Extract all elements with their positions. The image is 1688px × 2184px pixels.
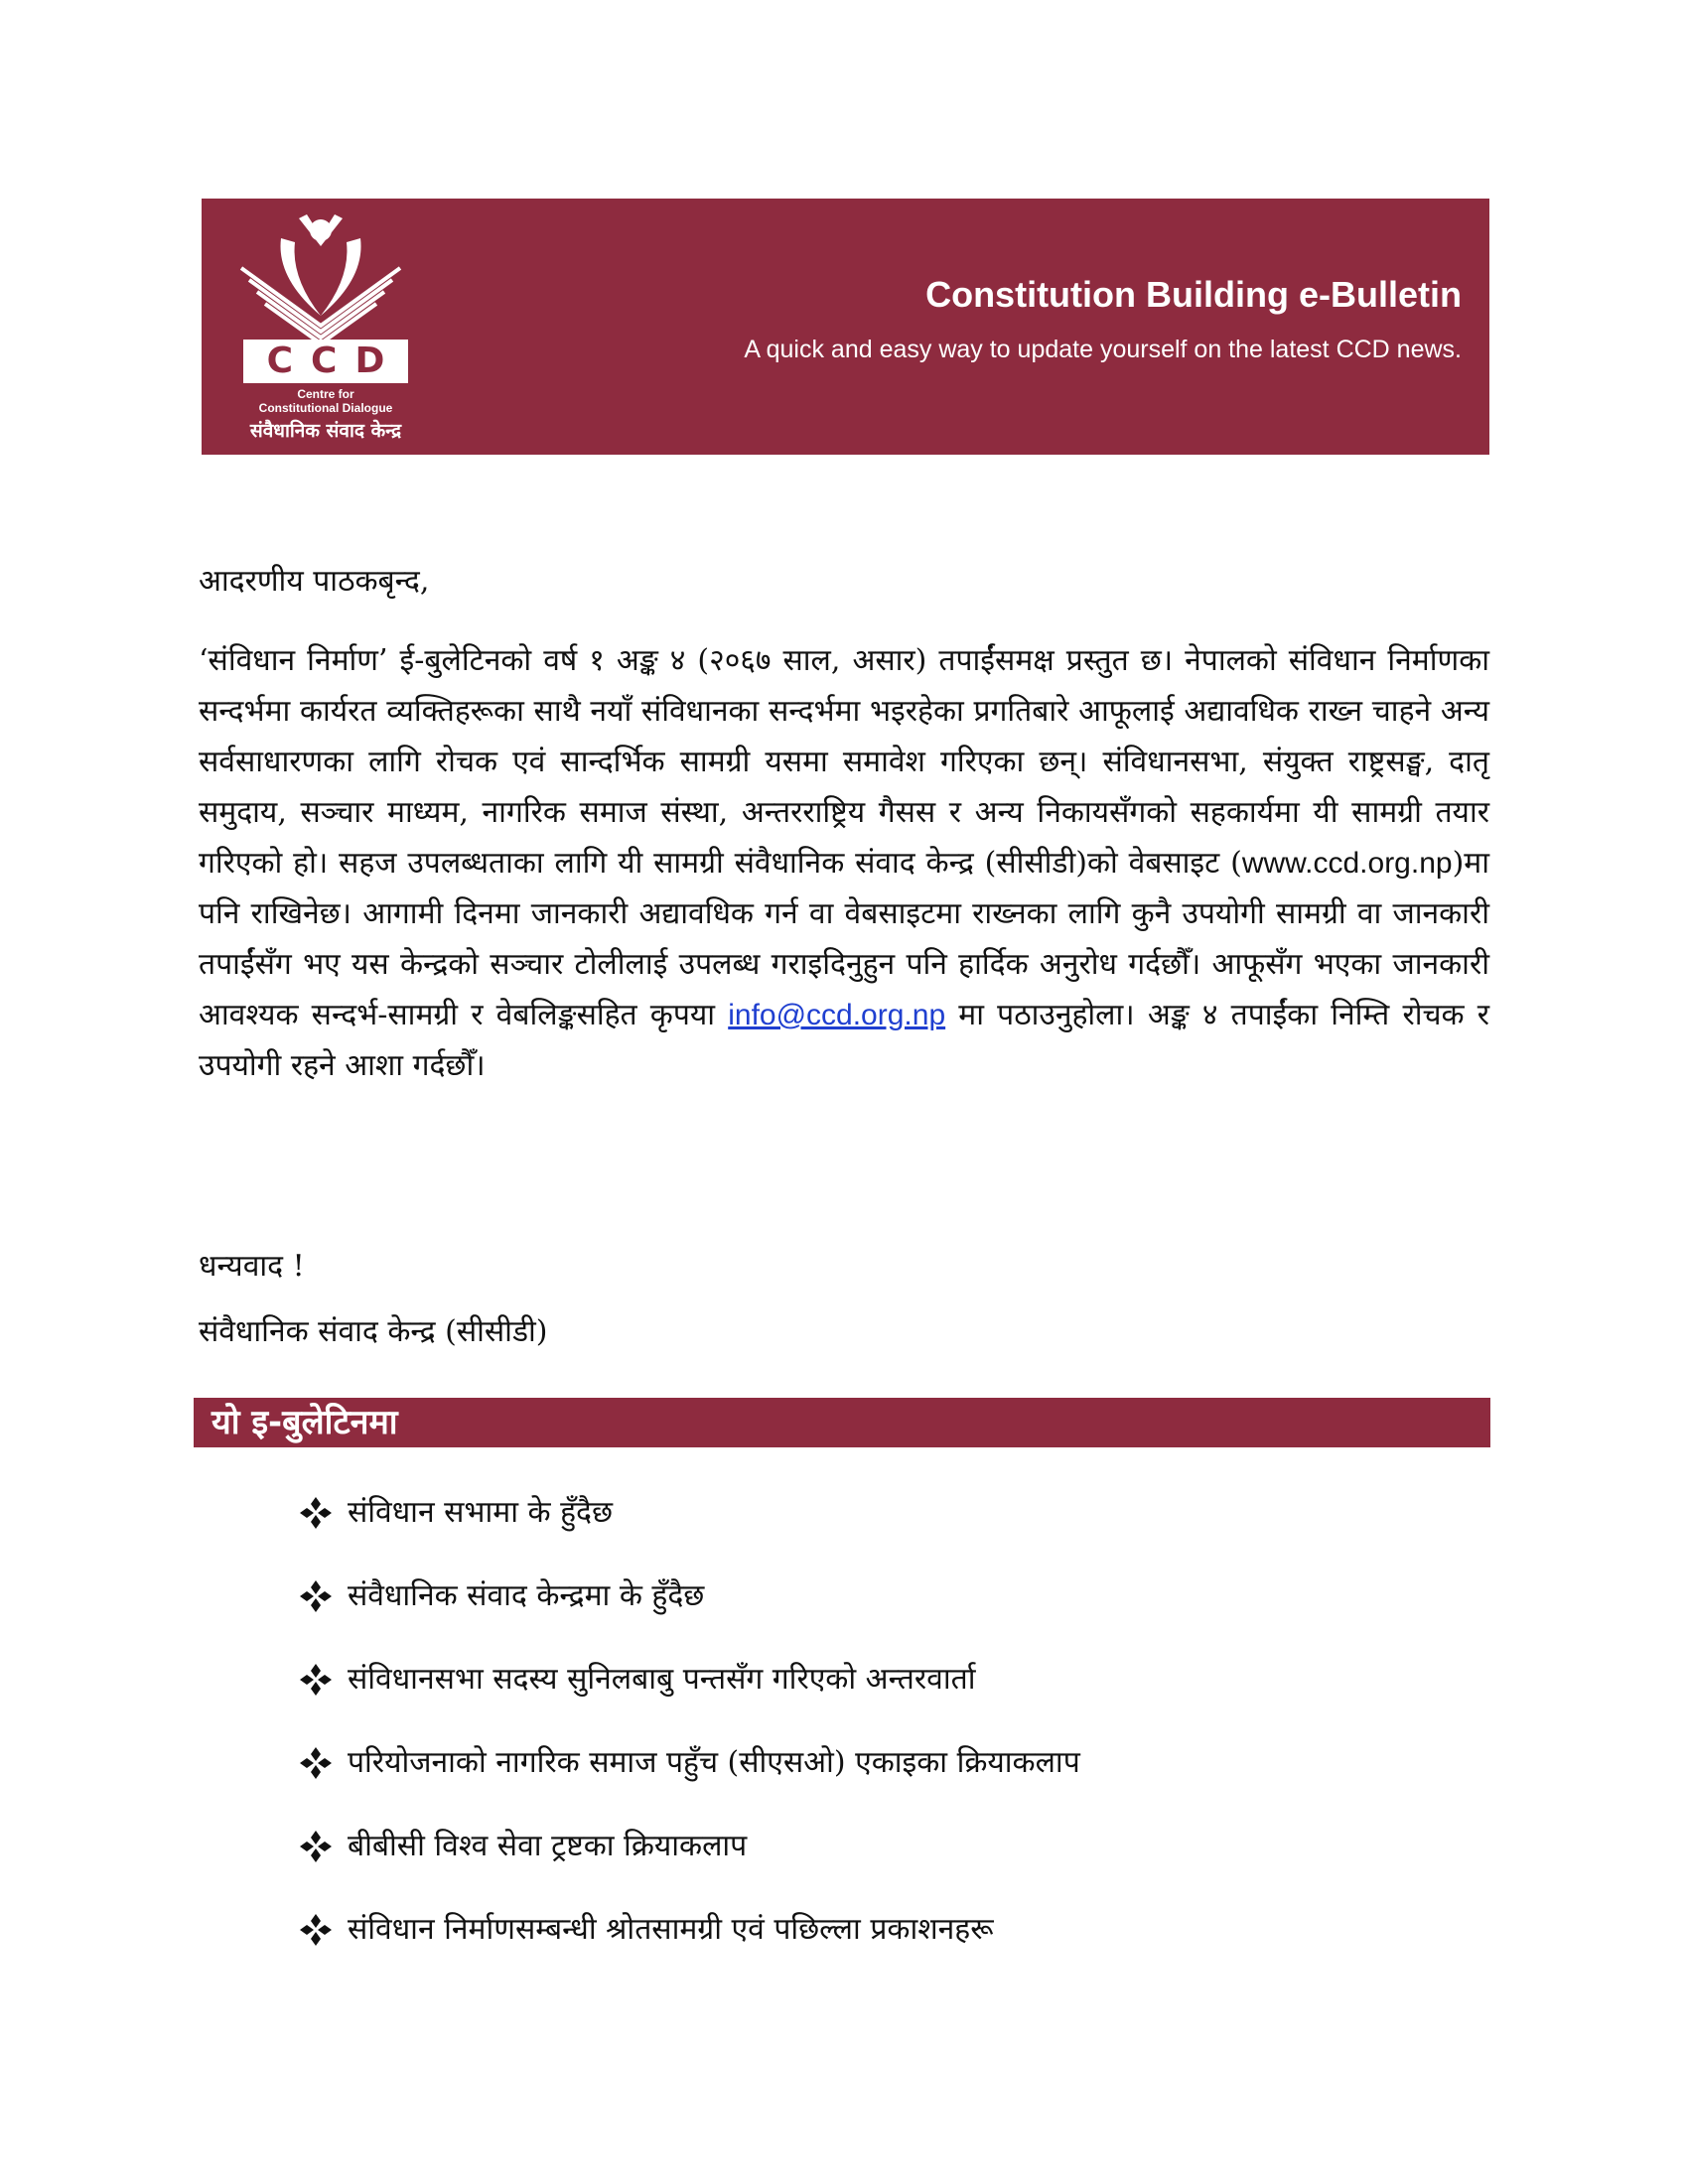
contents-item-label: संविधान सभामा के हुँदैछ xyxy=(348,1495,613,1530)
contents-item-label: संवैधानिक संवाद केन्द्रमा के हुँदैछ xyxy=(348,1578,705,1613)
thanks-line: धन्यवाद ! xyxy=(199,1249,305,1284)
four-diamond-bullet-icon xyxy=(298,1578,334,1614)
intro-text-part2: )मा पनि राखिनेछ। आगामी दिनमा जानकारी अद्यावधिक गर्न वा वेबसाइटमा राख्नका लागि कुनै उपयोगी सामग्री वा जानकारी तपाईंसँग भए यस केन्द्रको सञ्चार टोलीलाई उपलब्ध गराइदिनुहुन पनि हार्दिक अनुरोध गर्दछौँ। आफूसँग भएका जानकारी आवश्यक सन्दर्भ-सामग्री र वेबलिङ्कसहित कृपया xyxy=(199,846,1489,1032)
intro-paragraph xyxy=(199,635,1489,1091)
salutation: आदरणीय पाठकबृन्द, xyxy=(199,564,430,599)
contents-item-label: संविधानसभा सदस्य सुनिलबाबु पन्तसँग गरिएको अन्तरवार्ता xyxy=(348,1662,976,1697)
intro-text-part1: ‘संविधान निर्माण’ ई-बुलेटिनको वर्ष १ अङ्क ४ (२०६७ साल, असार) तपाईंसमक्ष प्रस्तुत छ। नेपालको संविधान निर्माणका सन्दर्भमा कार्यरत व्यक्तिहरूका साथै नयाँ संविधानका सन्दर्भमा भइरहेका प्रगतिबारे आफूलाई अद्यावधिक राख्न चाहने अन्य सर्वसाधारणका लागि रोचक एवं सान्दर्भिक सामग्री यसमा समावेश गरिएका छन्। संविधानसभा, संयुक्त राष्ट्रसङ्घ, दातृ समुदाय, सञ्चार माध्यम, नागरिक समाज संस्था, अन्तरराष्ट्रिय गैसस र अन्य निकायसँगको सहकार्यमा यी सामग्री तयार गरिएको हो। सहज उपलब्धताका लागि यी सामग्री संवैधानिक संवाद केन्द्र (सीसीडी)को वेबसाइट ( xyxy=(199,643,1489,881)
four-diamond-bullet-icon xyxy=(298,1495,334,1531)
contents-heading: यो इ-बुलेटिनमा xyxy=(211,1403,398,1442)
intro-text-part3: मा पठाउनुहोला। अङ्क ४ तपाईंका निम्ति रोचक र उपयोगी रहने आशा गर्दछौँ। xyxy=(199,998,1489,1083)
email-link[interactable]: info@ccd.org.np xyxy=(728,999,946,1031)
header-banner xyxy=(202,199,1489,455)
logo-caption-nepali: संवैधानिक संवाद केन्द्र xyxy=(249,420,402,442)
contents-list-item xyxy=(298,1741,1080,1785)
website-url: www.ccd.org.np xyxy=(1241,847,1453,880)
ccd-logo-wordmark: CCD xyxy=(243,340,408,383)
contents-item-label: संविधान निर्माणसम्बन्धी श्रोतसामग्री एवं पछिल्ला प्रकाशनहरू xyxy=(348,1912,994,1947)
logo-caption-line1: Centre for xyxy=(297,387,354,401)
four-diamond-bullet-icon xyxy=(298,1829,334,1864)
contents-section-header xyxy=(194,1398,1490,1447)
signature: संवैधानिक संवाद केन्द्र (सीसीडी) xyxy=(199,1314,548,1349)
four-diamond-bullet-icon xyxy=(298,1745,334,1781)
four-diamond-bullet-icon xyxy=(298,1912,334,1948)
contents-item-label: बीबीसी विश्व सेवा ट्रष्टका क्रियाकलाप xyxy=(348,1829,748,1863)
contents-list-item xyxy=(298,1908,994,1952)
logo-caption-line2: Constitutional Dialogue xyxy=(258,401,393,415)
bulletin-title: Constitution Building e-Bulletin xyxy=(925,274,1462,315)
contents-list-item xyxy=(298,1658,976,1702)
contents-list-item xyxy=(298,1491,613,1535)
four-diamond-bullet-icon xyxy=(298,1662,334,1698)
bulletin-subtitle: A quick and easy way to update yourself on the latest CCD news. xyxy=(744,336,1462,363)
ccd-logo xyxy=(221,208,420,443)
contents-list-item xyxy=(298,1825,747,1868)
ccd-logo-emblem xyxy=(221,208,420,347)
contents-list-item xyxy=(298,1574,704,1618)
contents-item-label: परियोजनाको नागरिक समाज पहुँच (सीएसओ) एकाइका क्रियाकलाप xyxy=(348,1745,1080,1780)
